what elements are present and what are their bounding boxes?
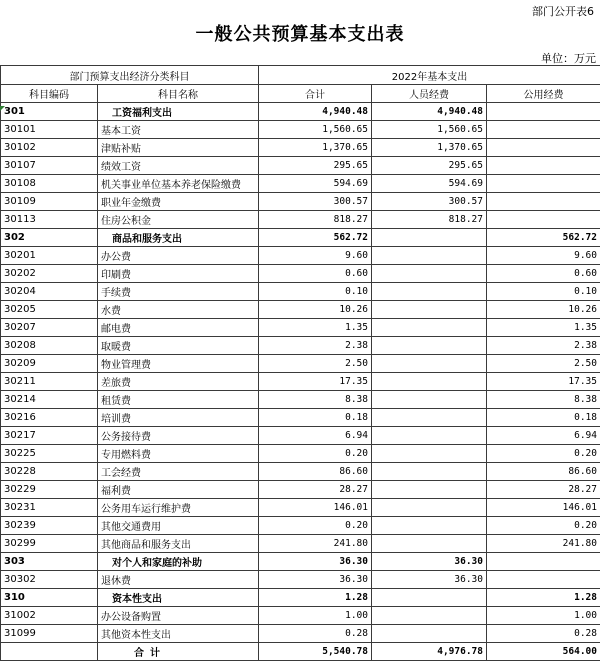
public-cell: 0.18 <box>487 409 600 427</box>
public-cell: 562.72 <box>487 229 600 247</box>
table-row <box>1 211 600 229</box>
code-cell: 31099 <box>1 625 98 643</box>
total-cell: 1,560.65 <box>259 121 372 139</box>
col-header-name: 科目名称 <box>98 85 259 103</box>
code-cell: 30108 <box>1 175 98 193</box>
public-cell: 10.26 <box>487 301 600 319</box>
col-header-code: 科目编码 <box>1 85 98 103</box>
table-row <box>1 373 600 391</box>
total-cell: 17.35 <box>259 373 372 391</box>
code-cell: 30214 <box>1 391 98 409</box>
code-cell: 30201 <box>1 247 98 265</box>
table-row <box>1 535 600 553</box>
total-cell: 2.50 <box>259 355 372 373</box>
personnel-cell: 1,370.65 <box>372 139 487 157</box>
name-cell: 绩效工资 <box>98 157 259 175</box>
public-cell: 241.80 <box>487 535 600 553</box>
public-cell <box>487 193 600 211</box>
code-cell: 301 <box>1 103 98 121</box>
code-cell: 303 <box>1 553 98 571</box>
header-column-row <box>1 85 600 103</box>
table-row <box>1 481 600 499</box>
name-cell: 印刷费 <box>98 265 259 283</box>
name-cell: 租赁费 <box>98 391 259 409</box>
public-cell: 28.27 <box>487 481 600 499</box>
total-label: 合计 <box>98 643 259 661</box>
total-cell: 4,940.48 <box>259 103 372 121</box>
total-cell: 241.80 <box>259 535 372 553</box>
row-marker <box>0 106 5 111</box>
public-cell: 86.60 <box>487 463 600 481</box>
table-row <box>1 265 600 283</box>
name-cell: 工资福利支出 <box>98 103 259 121</box>
table-row <box>1 175 600 193</box>
name-cell: 津贴补贴 <box>98 139 259 157</box>
code-cell: 310 <box>1 589 98 607</box>
total-cell: 36.30 <box>259 553 372 571</box>
table-row <box>1 139 600 157</box>
name-cell: 职业年金缴费 <box>98 193 259 211</box>
table-row <box>1 247 600 265</box>
personnel-cell: 36.30 <box>372 571 487 589</box>
name-cell: 办公设备购置 <box>98 607 259 625</box>
code-cell: 30217 <box>1 427 98 445</box>
public-cell: 6.94 <box>487 427 600 445</box>
personnel-cell: 818.27 <box>372 211 487 229</box>
total-cell: 1.35 <box>259 319 372 337</box>
personnel-cell: 4,940.48 <box>372 103 487 121</box>
total-cell: 594.69 <box>259 175 372 193</box>
public-cell: 0.28 <box>487 625 600 643</box>
table-row <box>1 625 600 643</box>
public-cell: 1.00 <box>487 607 600 625</box>
total-cell: 0.20 <box>259 445 372 463</box>
code-cell: 302 <box>1 229 98 247</box>
total-cell: 0.28 <box>259 625 372 643</box>
code-cell: 30216 <box>1 409 98 427</box>
name-cell: 专用燃料费 <box>98 445 259 463</box>
code-cell: 31002 <box>1 607 98 625</box>
table-row <box>1 157 600 175</box>
category-row <box>1 103 600 121</box>
table-row <box>1 445 600 463</box>
table-row <box>1 607 600 625</box>
category-row <box>1 553 600 571</box>
table-row <box>1 499 600 517</box>
total-cell: 2.38 <box>259 337 372 355</box>
personnel-cell <box>372 607 487 625</box>
name-cell: 水费 <box>98 301 259 319</box>
name-cell: 手续费 <box>98 283 259 301</box>
total-amount: 5,540.78 <box>259 643 372 661</box>
code-cell: 30102 <box>1 139 98 157</box>
name-cell: 其他商品和服务支出 <box>98 535 259 553</box>
personnel-cell <box>372 427 487 445</box>
sheet-tag: 部门公开表6 <box>532 3 594 19</box>
personnel-cell <box>372 319 487 337</box>
personnel-cell <box>372 535 487 553</box>
total-cell: 0.18 <box>259 409 372 427</box>
name-cell: 资本性支出 <box>98 589 259 607</box>
name-cell: 差旅费 <box>98 373 259 391</box>
personnel-cell <box>372 337 487 355</box>
personnel-cell <box>372 355 487 373</box>
name-cell: 公务用车运行维护费 <box>98 499 259 517</box>
total-cell: 818.27 <box>259 211 372 229</box>
total-cell: 562.72 <box>259 229 372 247</box>
total-cell: 8.38 <box>259 391 372 409</box>
category-row <box>1 229 600 247</box>
public-cell: 1.35 <box>487 319 600 337</box>
name-cell: 其他资本性支出 <box>98 625 259 643</box>
name-cell: 其他交通费用 <box>98 517 259 535</box>
total-cell: 300.57 <box>259 193 372 211</box>
personnel-cell <box>372 481 487 499</box>
name-cell: 基本工资 <box>98 121 259 139</box>
name-cell: 福利费 <box>98 481 259 499</box>
personnel-cell <box>372 247 487 265</box>
total-code-cell <box>1 643 98 661</box>
code-cell: 30299 <box>1 535 98 553</box>
public-cell: 0.20 <box>487 445 600 463</box>
total-cell: 9.60 <box>259 247 372 265</box>
code-cell: 30202 <box>1 265 98 283</box>
public-cell: 17.35 <box>487 373 600 391</box>
personnel-cell <box>372 589 487 607</box>
public-cell <box>487 175 600 193</box>
code-cell: 30109 <box>1 193 98 211</box>
personnel-cell <box>372 499 487 517</box>
public-cell: 1.28 <box>487 589 600 607</box>
table-row <box>1 571 600 589</box>
public-cell: 146.01 <box>487 499 600 517</box>
personnel-cell <box>372 445 487 463</box>
total-row <box>1 643 600 661</box>
code-cell: 30225 <box>1 445 98 463</box>
total-cell: 0.10 <box>259 283 372 301</box>
personnel-cell: 300.57 <box>372 193 487 211</box>
personnel-cell: 1,560.65 <box>372 121 487 139</box>
personnel-cell <box>372 283 487 301</box>
table-row <box>1 409 600 427</box>
personnel-cell <box>372 625 487 643</box>
name-cell: 对个人和家庭的补助 <box>98 553 259 571</box>
name-cell: 工会经费 <box>98 463 259 481</box>
category-row <box>1 589 600 607</box>
code-cell: 30239 <box>1 517 98 535</box>
name-cell: 邮电费 <box>98 319 259 337</box>
personnel-cell <box>372 409 487 427</box>
name-cell: 机关事业单位基本养老保险缴费 <box>98 175 259 193</box>
personnel-cell <box>372 229 487 247</box>
code-cell: 30302 <box>1 571 98 589</box>
total-cell: 1,370.65 <box>259 139 372 157</box>
code-cell: 30107 <box>1 157 98 175</box>
page-title: 一般公共预算基本支出表 <box>0 20 600 46</box>
personnel-cell <box>372 391 487 409</box>
name-cell: 物业管理费 <box>98 355 259 373</box>
total-public: 564.00 <box>487 643 600 661</box>
budget-body <box>1 103 600 643</box>
total-cell: 10.26 <box>259 301 372 319</box>
total-cell: 295.65 <box>259 157 372 175</box>
code-cell: 30204 <box>1 283 98 301</box>
name-cell: 取暖费 <box>98 337 259 355</box>
group-header-classification: 部门预算支出经济分类科目 <box>1 66 259 85</box>
code-cell: 30229 <box>1 481 98 499</box>
public-cell <box>487 157 600 175</box>
col-header-public: 公用经费 <box>487 85 600 103</box>
name-cell: 商品和服务支出 <box>98 229 259 247</box>
table-row <box>1 517 600 535</box>
table-row <box>1 391 600 409</box>
public-cell: 0.20 <box>487 517 600 535</box>
header-group-row <box>1 66 600 85</box>
public-cell: 0.60 <box>487 265 600 283</box>
code-cell: 30207 <box>1 319 98 337</box>
name-cell: 培训费 <box>98 409 259 427</box>
personnel-cell <box>372 463 487 481</box>
public-cell: 0.10 <box>487 283 600 301</box>
public-cell: 2.38 <box>487 337 600 355</box>
personnel-cell: 295.65 <box>372 157 487 175</box>
code-cell: 30209 <box>1 355 98 373</box>
total-cell: 86.60 <box>259 463 372 481</box>
public-cell <box>487 121 600 139</box>
total-cell: 0.20 <box>259 517 372 535</box>
public-cell <box>487 211 600 229</box>
code-cell: 30113 <box>1 211 98 229</box>
table-row <box>1 427 600 445</box>
total-cell: 36.30 <box>259 571 372 589</box>
table-row <box>1 355 600 373</box>
code-cell: 30231 <box>1 499 98 517</box>
personnel-cell <box>372 373 487 391</box>
total-personnel: 4,976.78 <box>372 643 487 661</box>
total-cell: 1.00 <box>259 607 372 625</box>
code-cell: 30208 <box>1 337 98 355</box>
table-row <box>1 283 600 301</box>
public-cell <box>487 103 600 121</box>
personnel-cell <box>372 301 487 319</box>
personnel-cell: 36.30 <box>372 553 487 571</box>
public-cell: 8.38 <box>487 391 600 409</box>
total-cell: 28.27 <box>259 481 372 499</box>
table-row <box>1 337 600 355</box>
total-cell: 1.28 <box>259 589 372 607</box>
personnel-cell: 594.69 <box>372 175 487 193</box>
unit-label: 单位：万元 <box>541 50 596 66</box>
total-cell: 6.94 <box>259 427 372 445</box>
col-header-total: 合计 <box>259 85 372 103</box>
public-cell <box>487 553 600 571</box>
public-cell: 9.60 <box>487 247 600 265</box>
code-cell: 30211 <box>1 373 98 391</box>
group-header-year: 2022年基本支出 <box>259 66 600 85</box>
code-cell: 30228 <box>1 463 98 481</box>
budget-table <box>0 65 600 661</box>
name-cell: 公务接待费 <box>98 427 259 445</box>
table-row <box>1 301 600 319</box>
table-row <box>1 121 600 139</box>
personnel-cell <box>372 517 487 535</box>
code-cell: 30205 <box>1 301 98 319</box>
personnel-cell <box>372 265 487 283</box>
table-row <box>1 193 600 211</box>
col-header-personnel: 人员经费 <box>372 85 487 103</box>
table-row <box>1 463 600 481</box>
name-cell: 退休费 <box>98 571 259 589</box>
name-cell: 办公费 <box>98 247 259 265</box>
public-cell: 2.50 <box>487 355 600 373</box>
total-cell: 146.01 <box>259 499 372 517</box>
name-cell: 住房公积金 <box>98 211 259 229</box>
code-cell: 30101 <box>1 121 98 139</box>
table-row <box>1 319 600 337</box>
total-cell: 0.60 <box>259 265 372 283</box>
public-cell <box>487 571 600 589</box>
public-cell <box>487 139 600 157</box>
